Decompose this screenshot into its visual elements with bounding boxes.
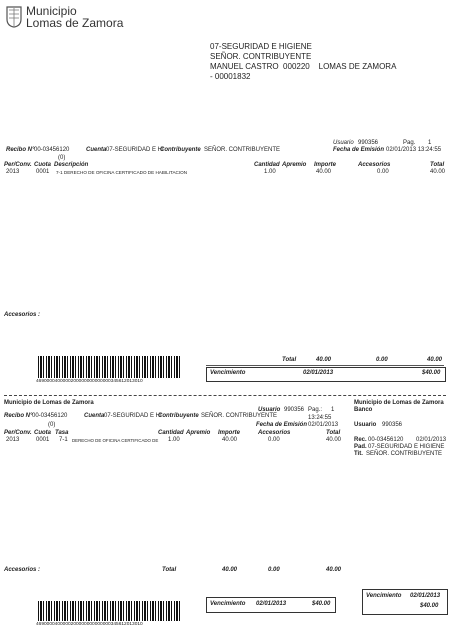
bottom-pag-value: 1 [331,407,335,413]
bank-tit-value: SEÑOR. CONTRIBUYENTE [366,451,443,457]
bank-title-1: Municipio de Lomas de Zamora [354,400,444,406]
crest-icon [6,6,22,28]
bottom-pag-label: Pag.: [308,407,323,413]
bottom-contribuyente-label: Contribuyente [158,413,199,419]
contribuyente-label: Contribuyente [160,147,201,153]
row-descripcion: 7-1 DERECHO DE OFICINA CERTIFICADO DE HABILITACION [56,170,188,175]
bottom-usuario-value: 990356 [284,407,305,413]
bottom-col-total: Total [326,430,341,436]
barcode [38,356,180,378]
bank-rec-value: 00-03456120 [368,437,404,443]
contribuyente-value: SEÑOR. CONTRIBUYENTE [204,147,281,153]
bank-pad-value: 07-SEGURIDAD E HIGIENE [368,444,445,450]
bottom-usuario-label: Usuario [258,407,281,413]
bottom-row-descripcion: DERECHO DE OFICINA CERTIFICADO DE [72,438,159,443]
bottom-col-tasa: Tasa [55,430,69,436]
bank-usuario-label: Usuario [354,422,377,428]
accesorios-label: Accesorios : [4,312,41,318]
total-label: Total [282,357,297,363]
bottom-col-importe: Importe [218,430,241,436]
bottom-contribuyente-value: SEÑOR. CONTRIBUYENTE [201,413,278,419]
bottom-zero-marker: (0) [48,422,56,428]
bottom-recibo-value: 00-03456120 [32,413,68,419]
bottom-row-importe: 40.00 [222,437,238,443]
bottom-vencimiento-label: Vencimiento [210,601,246,607]
bottom-muni-title: Municipio de Lomas de Zamora [4,400,94,406]
col-accesorios: Accesorios [358,162,391,168]
row-cuota: 0001 [36,169,50,175]
bank-rec-date: 02/01/2013 [416,437,447,443]
address-line-4: - 00001832 [210,72,251,81]
bottom-row-total: 40.00 [326,437,342,443]
bottom-total-total: 40.00 [326,567,342,573]
bottom-time: 13:24:55 [308,415,332,421]
recibo-value: 00-03456120 [34,147,70,153]
bottom-row-tasa: 7-1 [59,437,68,443]
row-per: 2013 [6,169,20,175]
bank-tit-label: Tit. [354,451,363,457]
zero-marker: (0) [58,155,66,161]
bottom-col-per-conv: Per/Conv. [4,430,32,436]
col-descripcion: Descripción [54,162,89,168]
cut-line [4,395,446,396]
bottom-vencimiento-date: 02/01/2013 [256,601,287,607]
bottom-col-cantidad: Cantidad [158,430,184,436]
bottom-col-accesorios: Accesorios [258,430,291,436]
fecha-emision-label: Fecha de Emisión [333,147,385,153]
fecha-emision-value: 02/01/2013 13:24:55 [386,147,442,153]
col-cantidad: Cantidad [254,162,280,168]
cuenta-label: Cuenta [86,147,107,153]
bottom-row-per: 2013 [6,437,20,443]
total-importe: 40.00 [316,357,332,363]
bottom-total-accesorios: 0.00 [268,567,280,573]
logo-text-2: Lomas de Zamora [26,16,124,30]
usuario-label: Usuario [333,140,354,146]
vencimiento-label: Vencimiento [210,370,246,376]
cuenta-value: 07-SEGURIDAD E HI [106,147,164,153]
bottom-fecha-label: Fecha de Emisión [256,422,308,428]
row-total: 40.00 [430,169,446,175]
bottom-accesorios-label: Accesorios : [4,567,41,573]
bottom-barcode-number: 4690000400000200000000000000345612013010 [36,622,143,627]
col-importe: Importe [314,162,337,168]
pag-value: 1 [428,140,432,146]
address-line-3: MANUEL CASTRO 000220 LOMAS DE ZAMORA [210,62,397,71]
bank-title-2: Banco [354,407,373,413]
bottom-recibo-label: Recibo N° [4,413,33,419]
col-cuota: Cuota [34,162,51,168]
pag-label: Pag. [403,140,416,146]
vencimiento-date: 02/01/2013 [303,370,334,376]
recibo-label: Recibo N° [6,147,35,153]
bank-vencimiento-date: 02/01/2013 [410,593,441,599]
bottom-total-importe: 40.00 [222,567,238,573]
logo-text-1: Municipio [26,4,77,18]
row-importe: 40.00 [316,169,332,175]
bank-rec-label: Rec. [354,437,367,443]
bottom-row-cuota: 0001 [36,437,50,443]
usuario-value: 990356 [358,140,379,146]
bottom-col-apremio: Apremio [186,430,211,436]
bottom-row-accesorios: 0.00 [268,437,280,443]
bottom-barcode [38,601,180,621]
address-line-2: SEÑOR. CONTRIBUYENTE [210,52,312,61]
address-line-1: 07-SEGURIDAD E HIGIENE [210,42,312,51]
vencimiento-amount: $40.00 [422,370,441,376]
row-accesorios: 0.00 [377,169,389,175]
bottom-row-cantidad: 1.00 [168,437,180,443]
bottom-cuenta-label: Cuenta [84,413,105,419]
total-total: 40.00 [427,357,443,363]
bottom-total-label: Total [162,567,177,573]
bank-vencimiento-label: Vencimiento [366,593,402,599]
bottom-vencimiento-amount: $40.00 [312,601,331,607]
bottom-col-cuota: Cuota [34,430,51,436]
bank-pad-label: Pad. [354,444,367,450]
bank-usuario-value: 990356 [382,422,403,428]
col-per-conv: Per/Conv. [4,162,32,168]
col-total: Total [430,162,445,168]
bank-vencimiento-amount: $40.00 [420,603,439,609]
row-cantidad: 1.00 [264,169,276,175]
barcode-number: 4690000400000200000000000000345612013010 [36,379,143,384]
total-underline [206,365,444,366]
total-accesorios: 0.00 [376,357,388,363]
bottom-fecha-value: 02/01/2013 [308,422,339,428]
col-apremio: Apremio [282,162,307,168]
bottom-cuenta-value: 07-SEGURIDAD E HI [104,413,162,419]
